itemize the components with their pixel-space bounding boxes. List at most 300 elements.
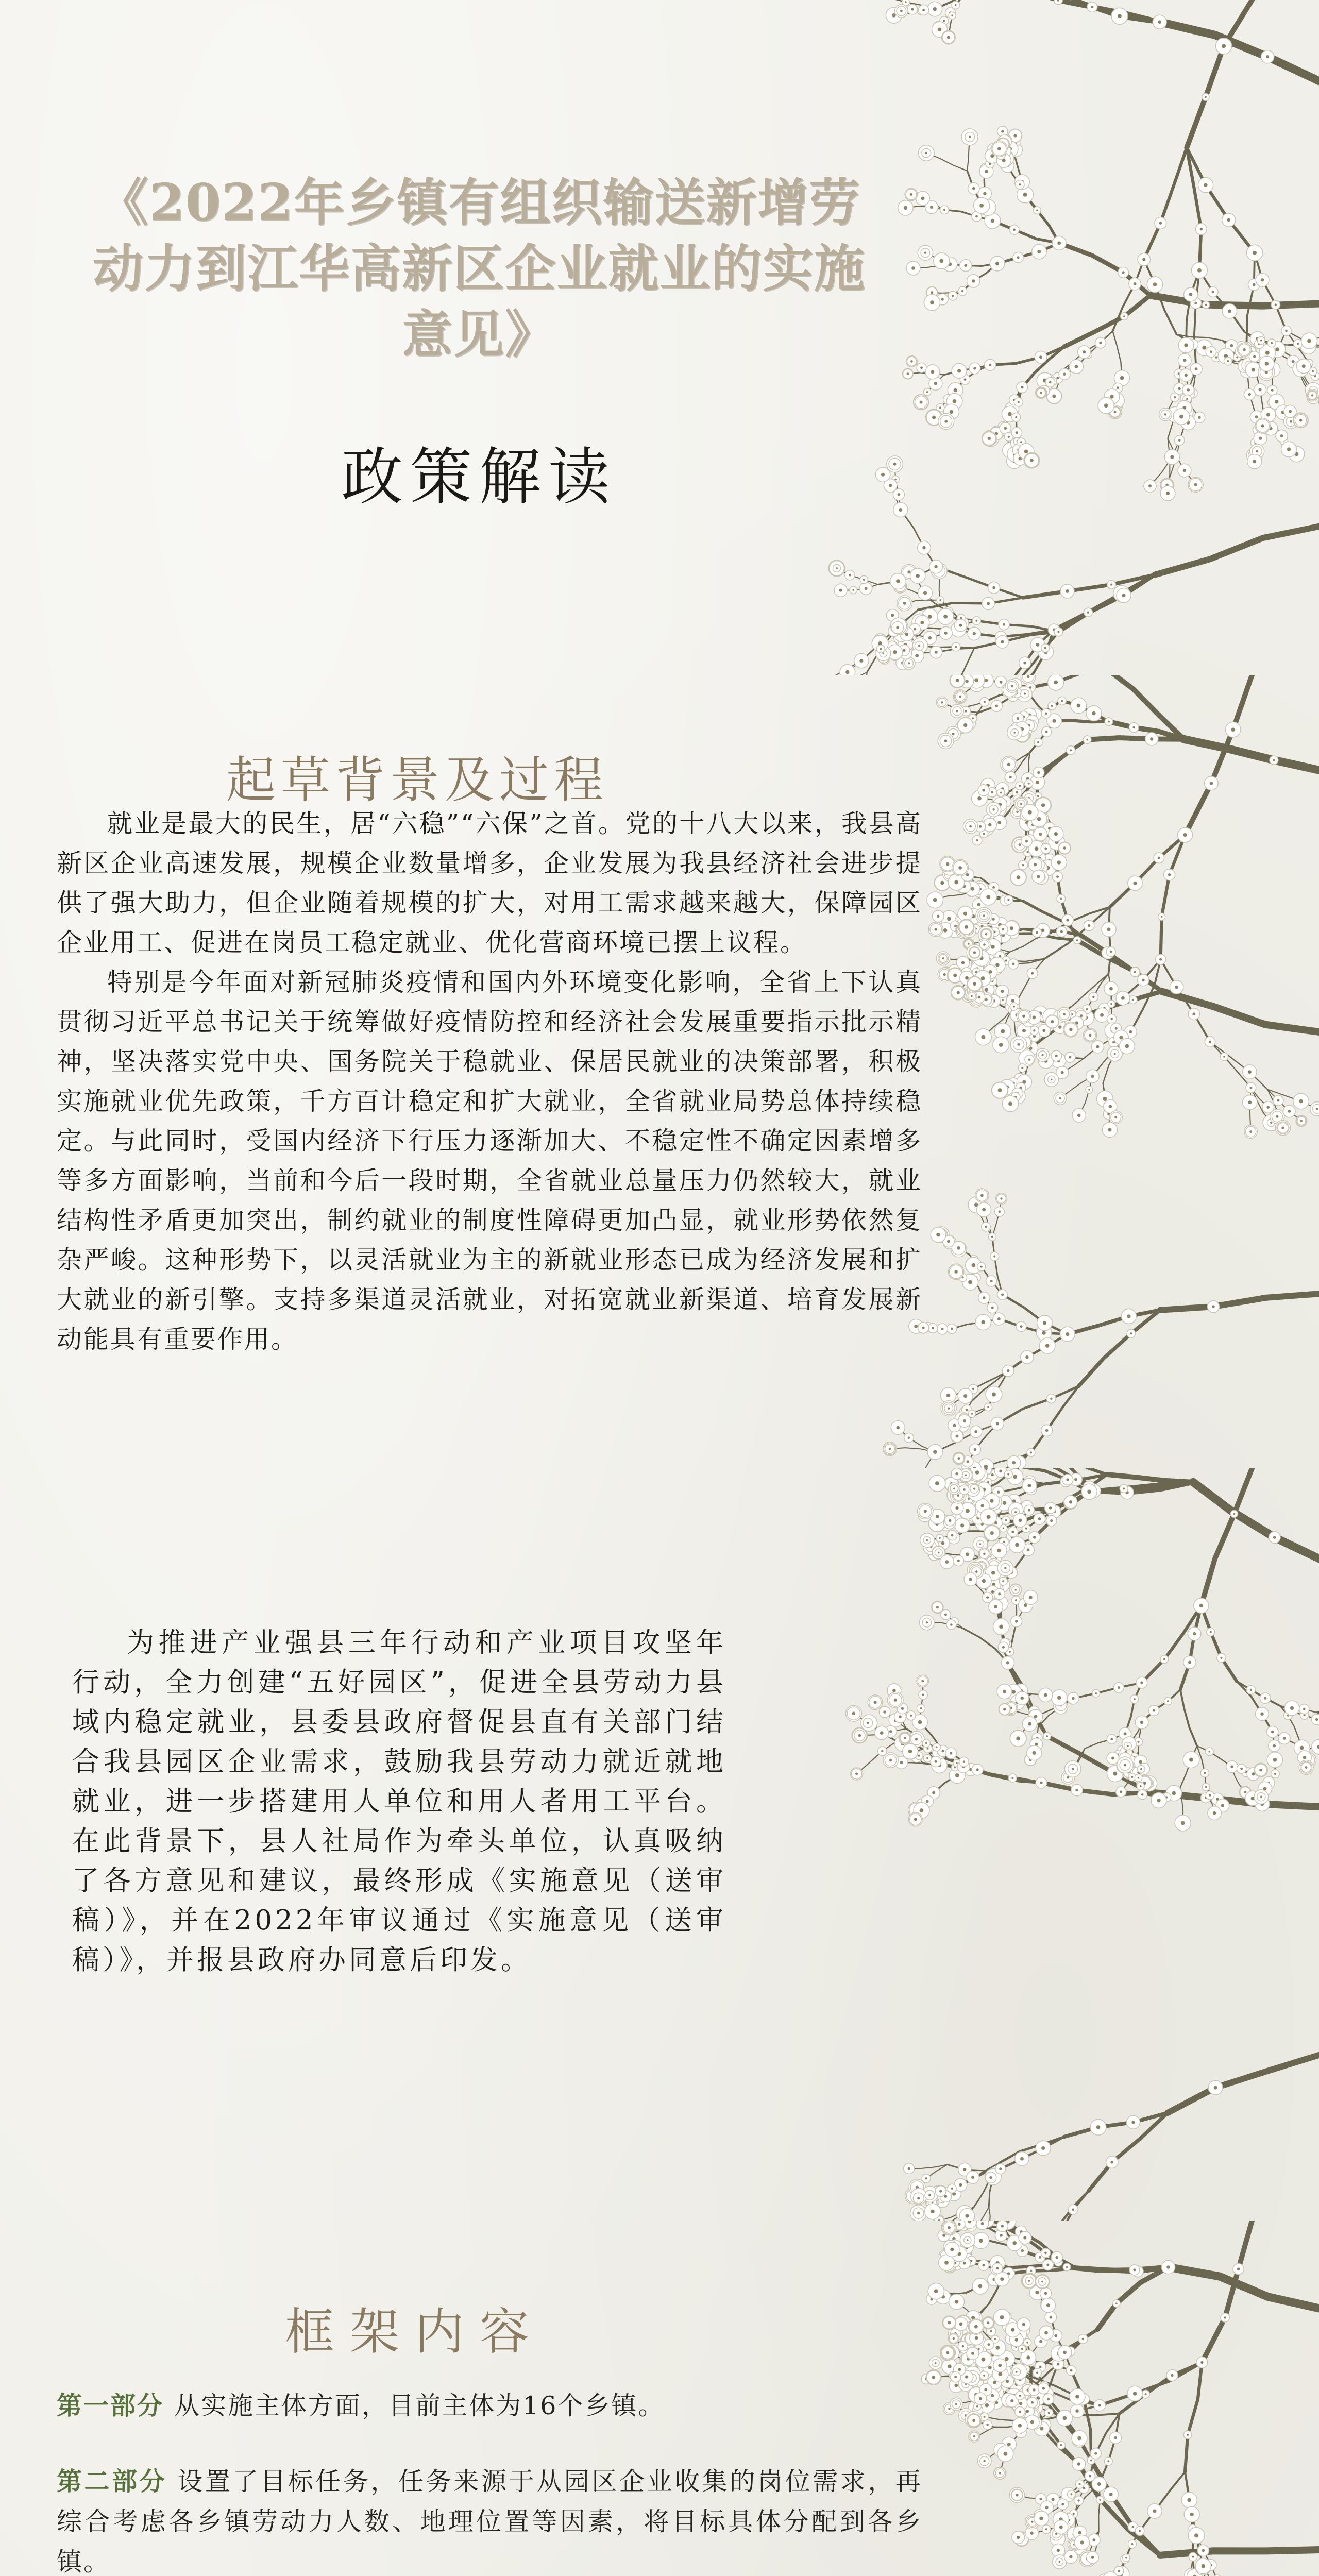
purpose-panel	[0, 1468, 1319, 2221]
background-panel	[0, 675, 1319, 1468]
blossom-center	[1014, 1589, 1017, 1591]
blossom-center	[1110, 584, 1112, 586]
blossom-center	[933, 7, 937, 11]
blossom-center	[1033, 1751, 1036, 1755]
blossom-center	[1001, 1029, 1005, 1033]
blossom-center	[1013, 229, 1016, 231]
blossom-center	[1170, 455, 1174, 459]
blossom-center	[1020, 803, 1022, 805]
blossom-center	[1008, 412, 1012, 416]
blossom-center	[985, 1226, 987, 1228]
blossom-center	[1108, 721, 1110, 723]
blossom-center	[945, 1560, 949, 1564]
blossom-center	[1008, 436, 1010, 438]
blossom-center	[1019, 183, 1021, 185]
blossom-center	[1227, 360, 1229, 362]
blossom-center	[1054, 681, 1058, 685]
blossom-center	[1290, 420, 1292, 423]
blossom-center	[973, 367, 976, 369]
blossom-center	[1029, 1596, 1033, 1599]
blossom-center	[1074, 1478, 1077, 1481]
blossom-center	[1020, 441, 1022, 443]
blossom-center	[915, 654, 919, 657]
blossom-center	[1256, 450, 1258, 453]
blossom-center	[968, 1280, 972, 1284]
branch-stroke	[1059, 575, 1155, 632]
blossom-center	[1075, 1789, 1078, 1792]
blossom-center	[954, 1270, 958, 1274]
blossom-center	[950, 1623, 953, 1626]
blossom-center	[983, 1296, 986, 1299]
blossom-center	[980, 1194, 984, 1197]
branch-stroke	[1142, 1690, 1180, 1722]
blossom-center	[963, 1760, 966, 1763]
blossom-center	[1023, 193, 1027, 197]
blossom-center	[948, 2226, 951, 2229]
blossom-center	[983, 914, 985, 917]
background-text	[57, 804, 922, 1359]
blossom-center	[985, 998, 988, 1001]
blossom-center	[1037, 875, 1040, 878]
blossom-center	[1240, 1768, 1243, 1770]
blossom-center	[855, 1773, 858, 1775]
blossom-center	[1057, 631, 1059, 633]
blossom-center	[1300, 1120, 1303, 1122]
blossom-center	[1188, 1661, 1191, 1664]
blossom-center	[1194, 483, 1197, 486]
blossom-center	[935, 928, 938, 931]
blossom-center	[954, 388, 957, 392]
blossom-center	[1275, 303, 1277, 306]
blossom-center	[939, 406, 941, 409]
blossom-center	[982, 1208, 986, 1211]
branch-stroke	[1180, 1606, 1202, 1690]
blossom-center	[937, 915, 940, 918]
blossom-center	[995, 262, 999, 265]
blossom-center	[1187, 388, 1190, 392]
blossom-center	[973, 632, 976, 635]
blossom-center	[1259, 388, 1262, 391]
blossom-center	[1271, 1731, 1274, 1734]
blossom-center	[1001, 2225, 1004, 2227]
blossom-center	[1220, 1657, 1222, 1659]
blossom-center	[1043, 1321, 1046, 1325]
blossom-center	[1259, 1769, 1262, 1772]
blossom-center	[1041, 2146, 1045, 2150]
blossom-center	[990, 1531, 994, 1535]
branch-stroke	[1210, 1042, 1251, 1088]
blossom-center	[889, 1730, 892, 1733]
blossom-center	[1311, 394, 1313, 396]
blossom-center	[852, 1712, 855, 1715]
blossom-center	[1039, 355, 1042, 359]
blossom-center	[1086, 739, 1088, 741]
blossom-center	[1277, 1099, 1279, 1102]
blossom-center	[922, 1693, 924, 1696]
blossom-center	[1209, 1041, 1211, 1043]
blossom-center	[972, 1263, 976, 1267]
blossom-center	[1122, 271, 1125, 274]
blossom-center	[1174, 396, 1176, 398]
branch-stroke	[1160, 2550, 1319, 2555]
blossom-center	[1044, 647, 1046, 649]
blossom-center	[1089, 1034, 1091, 1037]
blossom-center	[910, 360, 913, 363]
blossom-center	[1088, 1089, 1090, 1091]
blossom-center	[1036, 643, 1039, 647]
blossom-center	[991, 1571, 995, 1575]
blossom-center	[933, 898, 937, 902]
blossom-center	[1031, 972, 1034, 974]
blossom-center	[1266, 55, 1269, 58]
blossom-center	[1055, 2256, 1058, 2259]
blossom-center	[982, 1320, 986, 1325]
blossom-center	[1215, 356, 1217, 358]
blossom-center	[880, 648, 882, 650]
branch-stroke	[1078, 1310, 1160, 1386]
blossom-center	[1117, 386, 1119, 389]
blossom-center	[933, 1450, 937, 1454]
blossom-center	[1288, 1110, 1291, 1113]
blossom-center	[936, 1233, 940, 1236]
blossom-center	[898, 493, 901, 496]
blossom-center	[982, 2264, 985, 2266]
blossom-center	[959, 696, 961, 698]
blossom-center	[953, 1488, 955, 1490]
blossom-center	[966, 1409, 968, 1411]
blossom-center	[1231, 728, 1235, 732]
blossom-center	[1028, 783, 1030, 785]
blossom-center	[1072, 1697, 1075, 1700]
blossom-center	[1214, 2086, 1217, 2090]
blossom-center	[1199, 1604, 1203, 1607]
blossom-center	[1011, 685, 1013, 687]
blossom-center	[1103, 1097, 1107, 1101]
blossom-center	[925, 2177, 927, 2179]
blossom-center	[1153, 1709, 1155, 1712]
branch-stroke	[1003, 1295, 1068, 1334]
blossom-center	[1253, 283, 1256, 286]
blossom-center	[899, 1715, 902, 1718]
blossom-center	[965, 2214, 969, 2218]
branch-stroke	[1108, 907, 1111, 974]
blossom-center	[932, 1791, 935, 1794]
blossom-center	[1248, 1100, 1252, 1104]
blossom-center	[907, 372, 909, 375]
blossom-center	[1017, 717, 1019, 720]
blossom-center	[1184, 343, 1188, 347]
blossom-center	[1292, 360, 1295, 363]
blossom-center	[981, 1504, 985, 1507]
blossom-center	[1273, 1744, 1276, 1748]
blossom-center	[899, 508, 902, 512]
blossom-center	[994, 1605, 997, 1608]
branch-stroke	[936, 567, 1023, 598]
blossom-center	[1119, 1036, 1123, 1039]
blossom-center	[1130, 1332, 1132, 1334]
blossom-center	[1300, 1746, 1304, 1750]
blossom-center	[1070, 749, 1072, 751]
blossom-center	[986, 895, 990, 899]
branch-stroke	[1000, 2137, 1064, 2163]
blossom-center	[881, 1750, 883, 1752]
blossom-center	[1045, 731, 1048, 733]
blossom-center	[965, 925, 968, 929]
blossom-center	[1189, 293, 1193, 296]
blossom-center	[934, 2289, 938, 2293]
blossom-center	[1055, 1055, 1058, 1057]
blossom-center	[1052, 395, 1056, 398]
blossom-center	[1114, 411, 1117, 413]
branch-stroke	[1140, 2472, 1185, 2531]
blossom-center	[1058, 1025, 1061, 1028]
section-heading-background: 起草背景及过程	[226, 751, 608, 809]
blossom-center	[1210, 1631, 1212, 1633]
blossom-center	[1021, 1697, 1024, 1700]
blossom-center	[1205, 1786, 1207, 1788]
blossom-center	[1042, 1331, 1045, 1334]
blossom-center	[1183, 359, 1186, 362]
blossom-center	[943, 20, 945, 22]
blossom-center	[1051, 705, 1053, 707]
blossom-center	[1061, 700, 1063, 702]
blossom-center	[1007, 763, 1010, 766]
blossom-center	[1208, 1751, 1210, 1753]
blossom-center	[926, 1621, 928, 1623]
blossom-center	[1037, 795, 1039, 797]
blossom-center	[1025, 2410, 1029, 2413]
blossom-center	[1140, 1681, 1143, 1684]
blossom-center	[1315, 1718, 1318, 1721]
blossom-center	[1114, 1053, 1116, 1055]
blossom-center	[918, 1755, 920, 1757]
blossom-center	[926, 1748, 928, 1750]
blossom-center	[893, 650, 897, 654]
blossom-center	[955, 4, 957, 6]
blossom-center	[1264, 1697, 1266, 1700]
blossom-center	[1023, 662, 1026, 665]
blossom-center	[1046, 1735, 1048, 1737]
blossom-center	[1127, 1745, 1129, 1747]
blossom-center	[1189, 1758, 1193, 1762]
blossom-center	[1259, 437, 1262, 440]
blossom-center	[931, 370, 934, 374]
blossom-center	[905, 633, 909, 636]
blossom-center	[1266, 1106, 1270, 1109]
branch-stroke	[1201, 1606, 1237, 1682]
blossom-center	[1011, 999, 1014, 1002]
blossom-center	[1037, 771, 1040, 774]
blossom-center	[987, 1515, 991, 1519]
blossom-center	[884, 1710, 886, 1713]
blossom-center	[1035, 846, 1039, 851]
blossom-center	[908, 1437, 910, 1439]
blossom-center	[963, 1488, 966, 1491]
blossom-center	[1057, 242, 1061, 245]
blossom-center	[1036, 781, 1039, 784]
blossom-center	[991, 219, 995, 223]
blossom-center	[1243, 348, 1246, 351]
blossom-center	[1019, 785, 1021, 787]
blossom-center	[1140, 1785, 1142, 1787]
blossom-center	[889, 1448, 891, 1450]
blossom-center	[1271, 389, 1274, 392]
blossom-center	[1200, 228, 1203, 230]
blossom-center	[974, 678, 978, 682]
blossom-center	[984, 701, 986, 703]
blossom-center	[934, 382, 937, 385]
blossom-center	[1016, 1737, 1020, 1741]
blossom-center	[1123, 315, 1125, 317]
blossom-center	[990, 1499, 993, 1502]
blossom-center	[1025, 1528, 1027, 1530]
blossom-center	[946, 862, 950, 866]
blossom-center	[1091, 1075, 1094, 1078]
blossom-center	[957, 991, 960, 994]
blossom-center	[1011, 1777, 1013, 1779]
blossom-center	[979, 204, 984, 208]
blossom-center	[922, 546, 925, 549]
branch-stroke	[976, 621, 1058, 632]
blossom-center	[967, 2239, 969, 2241]
branch-stroke	[997, 243, 1059, 264]
blossom-center	[908, 1750, 912, 1753]
blossom-center	[1090, 2460, 1092, 2462]
branch-stroke	[1210, 1042, 1267, 1089]
blossom-center	[936, 1606, 939, 1608]
blossom-center	[1249, 1087, 1252, 1089]
blossom-center	[1007, 1473, 1009, 1476]
blossom-center	[1249, 1130, 1252, 1133]
blossom-center	[1017, 1043, 1020, 1046]
blossom-center	[1273, 759, 1275, 761]
blossom-center	[1086, 1008, 1088, 1010]
blossom-center	[1008, 1102, 1012, 1106]
blossom-center	[1161, 916, 1163, 918]
blossom-center	[1212, 291, 1214, 293]
blossom-center	[990, 1280, 993, 1282]
blossom-center	[997, 1549, 1001, 1553]
blossom-center	[1082, 2338, 1085, 2341]
blossom-center	[915, 1738, 918, 1740]
blossom-center	[901, 1707, 904, 1710]
blossom-center	[1002, 1580, 1004, 1582]
branch-stroke	[945, 648, 974, 675]
blossom-center	[944, 739, 948, 742]
blossom-center	[951, 1328, 953, 1330]
blossom-center	[1046, 2264, 1049, 2266]
blossom-center	[1186, 398, 1188, 400]
blossom-center	[1045, 1429, 1049, 1432]
blossom-center	[1015, 416, 1017, 418]
blossom-center	[1027, 675, 1030, 679]
blossom-center	[971, 1413, 973, 1415]
blossom-center	[943, 973, 946, 976]
blossom-center	[1060, 897, 1062, 900]
branch-stroke	[1064, 2113, 1168, 2137]
blossom-center	[943, 209, 945, 211]
blossom-center	[984, 1465, 988, 1468]
blossom-center	[1044, 1693, 1047, 1697]
blossom-center	[965, 1475, 967, 1477]
blossom-center	[956, 1435, 959, 1438]
branch-stroke	[988, 2207, 990, 2221]
blossom-center	[956, 1762, 958, 1765]
blossom-center	[1168, 873, 1171, 876]
blossom-center	[954, 880, 958, 884]
blossom-center	[1138, 1741, 1140, 1743]
blossom-center	[1051, 1020, 1054, 1023]
blossom-center	[985, 988, 989, 992]
blossom-center	[955, 646, 957, 648]
blossom-center	[1069, 1056, 1071, 1059]
blossom-center	[1115, 1027, 1118, 1030]
blossom-center	[905, 1, 907, 3]
branch-stroke	[990, 0, 1058, 1]
blossom-center	[960, 1523, 964, 1527]
blossom-center	[1040, 1782, 1042, 1784]
blossom-center	[911, 266, 915, 270]
blossom-center	[965, 710, 967, 713]
blossom-center	[941, 701, 943, 703]
blossom-center	[1303, 1708, 1306, 1710]
blossom-center	[1305, 1766, 1308, 1769]
blossom-center	[1019, 843, 1021, 846]
blossom-center	[1222, 44, 1226, 48]
blossom-center	[1125, 1044, 1129, 1048]
blossom-center	[1030, 459, 1034, 462]
blossom-center	[1316, 1108, 1318, 1110]
blossom-center	[983, 943, 986, 946]
blossom-center	[1124, 1732, 1127, 1735]
blossom-center	[930, 206, 933, 209]
blossom-center	[1265, 351, 1270, 355]
blossom-center	[1307, 339, 1311, 343]
blossom-center	[1067, 1776, 1070, 1779]
blossom-center	[958, 866, 962, 870]
blossom-center	[941, 1328, 943, 1330]
blossom-center	[967, 1460, 969, 1463]
title-panel	[0, 0, 1319, 675]
blossom-center	[1088, 924, 1090, 927]
blossom-center	[1111, 1757, 1114, 1760]
blossom-center	[941, 1541, 945, 1545]
blossom-center	[1050, 1398, 1052, 1400]
branch-stroke	[1155, 527, 1319, 575]
blossom-center	[1132, 2526, 1135, 2528]
blossom-center	[1113, 1772, 1117, 1776]
branch-stroke	[1316, 1712, 1319, 1713]
blossom-center	[920, 621, 924, 624]
blossom-center	[1123, 1487, 1125, 1489]
blossom-center	[1066, 2266, 1068, 2268]
blossom-center	[963, 723, 967, 727]
blossom-center	[1051, 1079, 1053, 1081]
blossom-center	[1016, 791, 1019, 794]
blossom-center	[1287, 447, 1291, 451]
blossom-center	[1057, 860, 1061, 865]
blossom-center	[1012, 963, 1014, 965]
blossom-center	[1114, 1116, 1117, 1118]
blossom-center	[955, 1773, 959, 1777]
blossom-center	[963, 2262, 966, 2265]
blossom-center	[891, 614, 894, 617]
blossom-center	[921, 1680, 924, 1683]
blossom-center	[911, 8, 914, 11]
blossom-center	[1022, 1015, 1025, 1018]
blossom-center	[926, 1757, 928, 1759]
blossom-center	[1022, 864, 1024, 866]
